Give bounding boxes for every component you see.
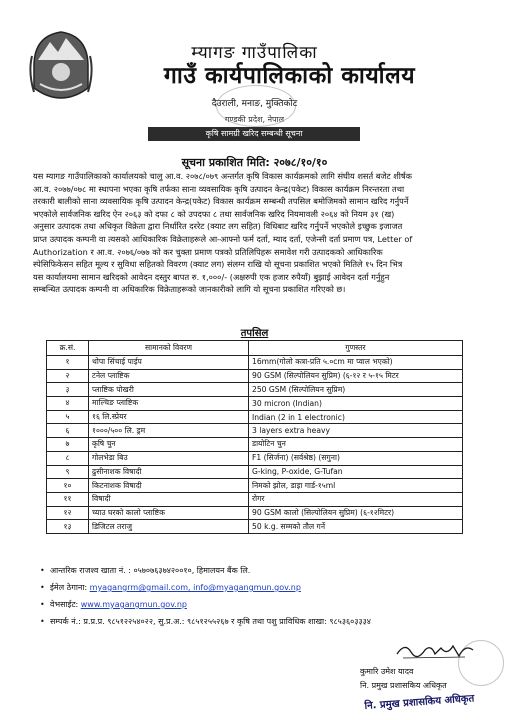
bullet-icon: • (40, 566, 45, 575)
cell-serial: ७ (47, 438, 89, 452)
cell-quality: 16mm(गोलो कत्रा-प्रति ५.०cm मा प्वाल भएको) (249, 356, 463, 370)
cell-serial: १२ (47, 506, 89, 520)
cell-serial: ८ (47, 451, 89, 465)
signature-stamp (458, 640, 504, 686)
cell-serial: २ (47, 369, 89, 383)
column-header-serial: क्र.सं. (47, 341, 89, 356)
cell-serial: ९ (47, 465, 89, 479)
designation-stamp: नि. प्रमुख प्रशासकिय अधिकृत (364, 693, 475, 712)
cell-serial: १ (47, 356, 89, 370)
body-line: Authorization र आ.व. २०७६/०७७ को कर चुक्ता प्रमाण पत्रको प्रतिलिपिहरू समावेश गरी उत्पादकको आधिकारिक (33, 246, 383, 257)
cell-quality: रोगर (249, 492, 463, 506)
bullet-icon: • (40, 583, 45, 592)
cell-item: च्याउ घरको कालो प्लाष्टिक (89, 506, 249, 520)
cell-item: माल्चिङ प्लाष्टिक (89, 397, 249, 411)
table-row (47, 356, 463, 370)
table-row (47, 465, 463, 479)
contact-item (40, 579, 480, 596)
office-name: गाउँ कार्यपालिकाको कार्यालय (163, 62, 416, 89)
cell-item: टनेल प्लाष्टिक (89, 369, 249, 383)
table-row (47, 424, 463, 438)
signatory-name: कुमारि उमेश यादव (360, 667, 414, 676)
table-row (47, 479, 463, 493)
body-line: यस कार्यालयमा सामान खरिदको आवेदन दस्तुर बापत रु. १,०००/- (अक्षरुपी एक हजार रुपैयाँ) बुझाई आवेदन दर्ता गर्नुहुन (33, 271, 390, 282)
body-line: अनुसार उत्पादक तथा अधिकृत विक्रेता द्वारा निर्धारित दररेट (क्याट लग सहित) विधिबाट खरिद गर्नुपर्ने भएकोले इच्छुक इजाजत (33, 221, 403, 232)
table-row (47, 438, 463, 452)
contact-item (40, 562, 480, 579)
cell-serial: १३ (47, 520, 89, 534)
signatory-title: नि. प्रमुख प्रशासकिय अधिकृत (360, 681, 447, 690)
email-link[interactable]: myagangrm@gmail.com, info@myagangmun.gov.np (89, 583, 301, 592)
bullet-icon: • (40, 617, 45, 626)
cell-item: विषादी (89, 492, 249, 506)
cell-serial: ५ (47, 410, 89, 424)
address-line: दैउराली, मनाङ, मुक्तिकोट (211, 99, 298, 109)
notice-banner: कृषि सामग्री खरिद सम्बन्धी सूचना (148, 127, 360, 141)
notice-date-heading: सूचना प्रकाशित मिति: २०७८/१०/१० (181, 156, 328, 169)
cell-item: गोलभेडा बिउ (89, 451, 249, 465)
cell-quality: 50 k.g. सम्मको तौल गर्ने (249, 520, 463, 534)
cell-quality: निमको झोल, डाइा गार्ड-१५ml (249, 479, 463, 493)
cell-serial: ६ (47, 424, 89, 438)
contact-label: सम्पर्क नं.: प्र.प्र.प्र. ९८५१२२५४०२२, सु.प्र.अ.: ९८५१२५५२६७ र कृषि तथा पशु प्राविधिक शाखा: ९८५३६०३३३४ (50, 617, 371, 626)
cell-quality: डायोटिन चुन (249, 438, 463, 452)
body-line: प्राप्त उत्पादक कम्पनी वा त्यसको आधिकारिक विक्रेताहरूले आ-आफ्नो फर्म दर्ता, म्याद दर्ता, एजेन्सी दर्ता प्रमाण पत्र, Letter of (33, 233, 413, 244)
table-row (47, 383, 463, 397)
notice-body (33, 170, 487, 296)
cell-quality: G-king, P-oxide, G-Tufan (249, 465, 463, 479)
contact-item (40, 596, 480, 613)
cell-item: किटनाशक विषादी (89, 479, 249, 493)
cell-quality: 3 layers extra heavy (249, 424, 463, 438)
cell-item: कृषि चुन (89, 438, 249, 452)
body-line: आ.व. २०७७/०७८ मा स्थापना भएका कृषि तर्फका साना व्यवसायिक कृषि उत्पादन केन्द्र(पकेट) विकास कार्यक्रम निरन्तरता तथा (33, 183, 405, 194)
cell-quality: F1 (सिर्जना) (सर्वश्रेष्ठ) (सगुना) (249, 451, 463, 465)
table-row (47, 520, 463, 534)
body-line: सम्बन्धित उत्पादक कम्पनी वा अधिकारिक विक्रेताहरूको जानकारीको लागि यो सूचना प्रकाशित गरिएको छ। (33, 284, 346, 295)
contact-label: वेभसाईट: (50, 600, 81, 609)
province-line: गण्डकी प्रदेश, नेपाल (224, 115, 285, 124)
contact-list (40, 562, 480, 630)
schedule-title: तपसिल (240, 328, 269, 339)
body-line: यस म्यागङ गाउँपालिकाको कार्यालयको चालु आ.व. २०७८/०७९ अन्तर्गत कृषि विकास कार्यक्रमको लागि संघीय शसर्त बजेट शीर्षक (33, 171, 412, 181)
body-line: तरकारी बालीको साना व्यवसायिक कृषि उत्पादन केन्द्र(पकेट) विकास कार्यक्रम सम्बन्धी तपसिल बमोजिमको सामान खरिद गर्नुपर्ने (33, 196, 409, 207)
municipality-name: म्यागङ गाउँपालिका (191, 43, 318, 63)
cell-item: प्लाष्टिक पोखरी (89, 383, 249, 397)
column-header-quality: गुणस्तर (249, 341, 463, 356)
table-row (47, 506, 463, 520)
schedule-table (46, 340, 463, 534)
cell-serial: ४ (47, 397, 89, 411)
cell-item: थोपा सिंचाई पाईप (89, 356, 249, 370)
table-row (47, 369, 463, 383)
cell-quality: 90 GSM कालो (सिल्पोलियन सुप्रिम) (६-१२मिटर) (249, 506, 463, 520)
cell-quality: 30 micron (Indian) (249, 397, 463, 411)
table-row (47, 397, 463, 411)
contact-item (40, 613, 480, 630)
letterhead (0, 0, 509, 140)
cell-item: ढुसीनाशक विषादी (89, 465, 249, 479)
table-row (47, 451, 463, 465)
cell-item: १०००/५०० लि. ड्रम (89, 424, 249, 438)
body-line: भएकोले सार्वजनिक खरिद ऐन २०६३ को दफा ८ को उपदफा ८ तथा सार्वजनिक खरिद नियमावली २०६४ को नियम ३१ (ख) (33, 208, 395, 219)
cell-serial: १० (47, 479, 89, 493)
column-header-item: सामानको विवरण (89, 341, 249, 356)
cell-serial: ३ (47, 383, 89, 397)
cell-item: डिजिटल तराजु (89, 520, 249, 534)
cell-quality: 90 GSM (सिल्पोलियन सुप्रिम) (६-१२ र ५-१५ मिटर (249, 369, 463, 383)
table-row (47, 492, 463, 506)
bullet-icon: • (40, 600, 45, 609)
body-line: स्पेसिफिकेसन सहित मूल्य र सुविधा सहितको विवरण (क्याट लग) संलग्न राखि यो सूचना प्रकाशित भएको मितिले १५ दिन भित्र (33, 259, 403, 270)
cell-quality: 250 GSM (सिल्पोलियन सुप्रिम) (249, 383, 463, 397)
table-row (47, 410, 463, 424)
contact-label: ईमेल ठेगाना: (50, 583, 90, 592)
cell-serial: ११ (47, 492, 89, 506)
table-header-row (47, 341, 463, 356)
website-link[interactable]: www.myagangmun.gov.np (80, 600, 187, 609)
cell-item: १६ लि.स्प्रेयर (89, 410, 249, 424)
cell-quality: Indian (2 in 1 electronic) (249, 410, 463, 424)
contact-label: आन्तरिक राजश्व खाता नं. : ०५७०७६३७४२००१०, हिमालयन बैंक लि. (50, 566, 251, 575)
